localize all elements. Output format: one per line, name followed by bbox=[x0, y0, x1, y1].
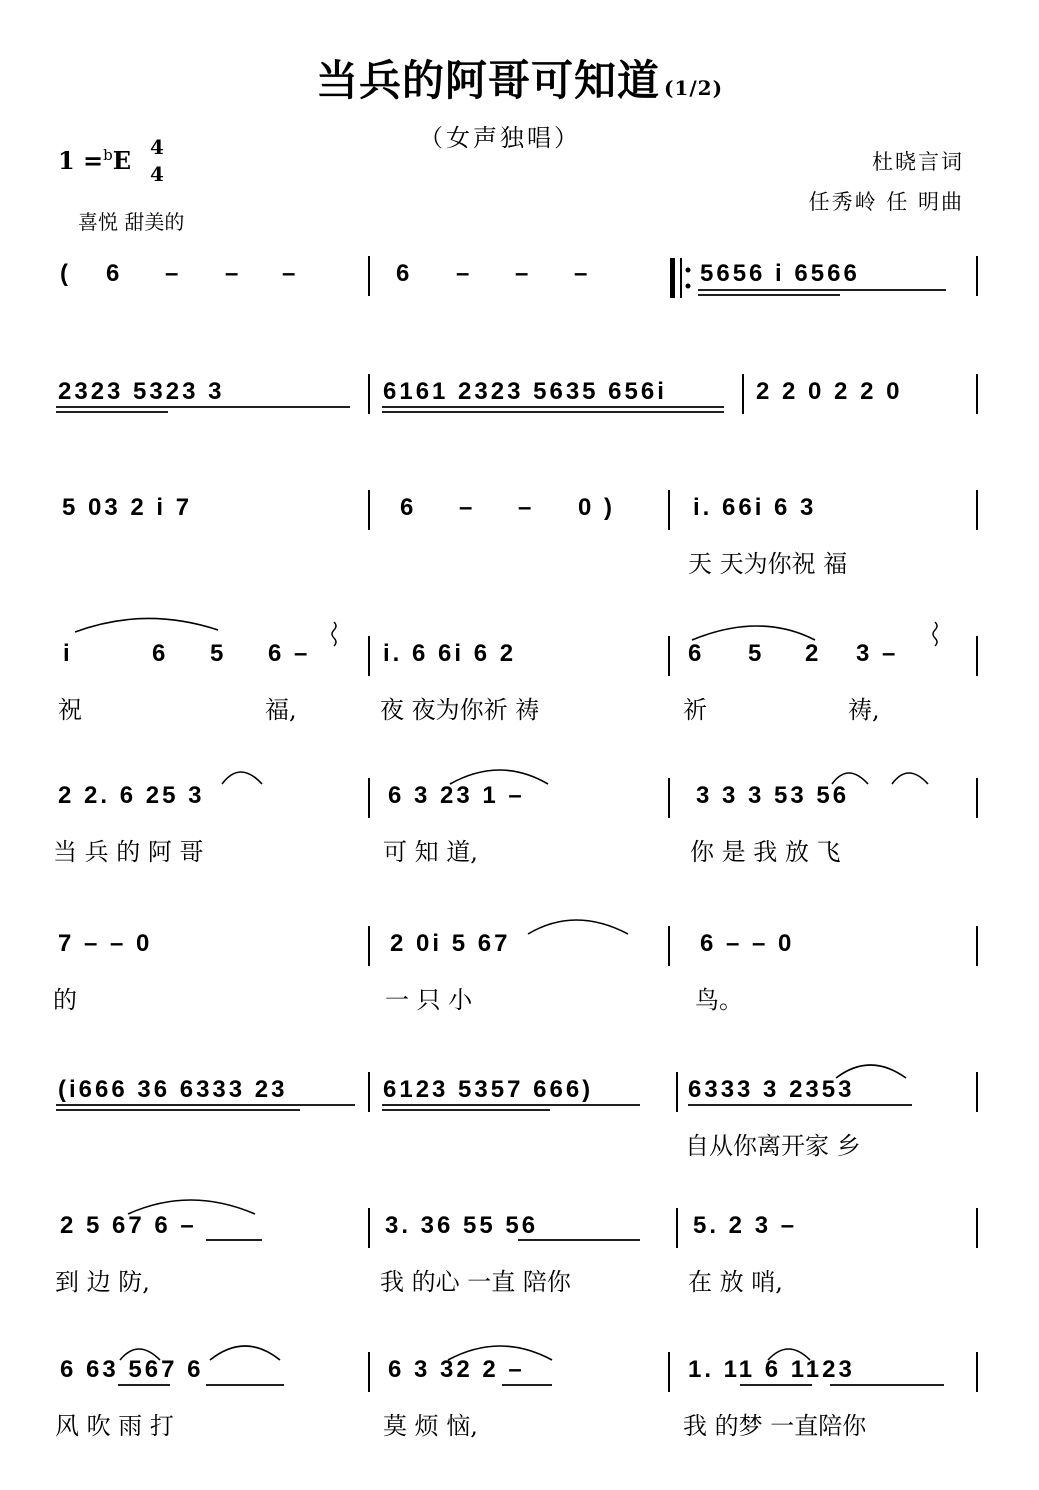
lyric-text: 莫 烦 恼, bbox=[383, 1412, 478, 1440]
lyric-line bbox=[0, 1406, 1039, 1440]
lyric-text: 到 边 防, bbox=[55, 1268, 150, 1296]
lyric-text: 我 的梦 一直陪你 bbox=[683, 1412, 867, 1440]
bar-line bbox=[668, 1352, 670, 1392]
jianpu-notes: 2 2 0 2 2 0 bbox=[756, 378, 903, 405]
jianpu-notes: – bbox=[165, 260, 182, 287]
bar-line bbox=[976, 490, 978, 530]
jianpu-notes: 2323 5323 3 bbox=[58, 378, 225, 405]
jianpu-notes: 3. 36 55 56 bbox=[385, 1212, 539, 1239]
notation-line bbox=[0, 378, 1039, 418]
lyric-line bbox=[0, 544, 1039, 578]
lyric-text: 你 是 我 放 飞 bbox=[690, 838, 841, 866]
bar-line bbox=[668, 778, 670, 818]
jianpu-notes: 5 03 2 i 7 bbox=[62, 494, 193, 521]
jianpu-notes: i. 6 6i 6 2 bbox=[383, 640, 517, 667]
jianpu-notes: 6161 2323 5635 656i bbox=[383, 378, 667, 405]
jianpu-notes: 5. 2 3 – bbox=[693, 1212, 798, 1239]
song-title bbox=[0, 48, 1039, 108]
lyric-text: 鸟。 bbox=[695, 986, 743, 1014]
time-denominator: 4 bbox=[150, 162, 164, 186]
time-numerator: 4 bbox=[150, 135, 164, 159]
lyric-text: 当 兵 的 阿 哥 bbox=[53, 838, 204, 866]
notation-line bbox=[0, 640, 1039, 680]
lyric-text: 自从你离开家 乡 bbox=[685, 1132, 861, 1160]
jianpu-notes: – bbox=[225, 260, 242, 287]
notation-line bbox=[0, 930, 1039, 970]
jianpu-notes: – bbox=[515, 260, 532, 287]
bar-line bbox=[368, 1208, 370, 1248]
tempo-marking: 喜悦 甜美的 bbox=[78, 210, 185, 234]
key-signature bbox=[58, 146, 131, 175]
notation-line bbox=[0, 494, 1039, 534]
jianpu-notes: (i666 36 6333 23 bbox=[58, 1076, 288, 1103]
notation-line bbox=[0, 782, 1039, 822]
jianpu-notes: 6333 3 2353 bbox=[688, 1076, 855, 1103]
notation-line bbox=[0, 1356, 1039, 1396]
lyric-text: 祝 bbox=[58, 696, 82, 724]
bar-line bbox=[368, 374, 370, 414]
bar-line bbox=[676, 1208, 678, 1248]
bar-line bbox=[368, 490, 370, 530]
bar-line bbox=[668, 490, 670, 530]
jianpu-notes: – bbox=[282, 260, 299, 287]
jianpu-notes: 5 bbox=[210, 640, 227, 667]
jianpu-notes: 6 bbox=[400, 494, 417, 521]
jianpu-notes: 6 bbox=[688, 640, 705, 667]
bar-line bbox=[676, 1072, 678, 1112]
jianpu-notes: 3 – bbox=[856, 640, 899, 667]
jianpu-notes: – bbox=[574, 260, 591, 287]
lyric-line bbox=[0, 1262, 1039, 1296]
notation-line bbox=[0, 1076, 1039, 1116]
jianpu-notes: 6 3 32 2 – bbox=[388, 1356, 525, 1383]
key-letter: E bbox=[112, 146, 132, 175]
lyric-text: 在 放 哨, bbox=[688, 1268, 783, 1296]
notation-line bbox=[0, 260, 1039, 300]
key-flat: b bbox=[103, 146, 113, 164]
bar-line bbox=[368, 1072, 370, 1112]
jianpu-notes: 6 bbox=[396, 260, 413, 287]
jianpu-notes: 6 3 23 1 – bbox=[388, 782, 525, 809]
lyric-text: 我 的心 一直 陪你 bbox=[380, 1268, 571, 1296]
bar-line bbox=[368, 926, 370, 966]
jianpu-notes: 6 – – 0 bbox=[700, 930, 795, 957]
jianpu-notes: 2 0i 5 67 bbox=[390, 930, 511, 957]
lyric-line bbox=[0, 1126, 1039, 1160]
notation-line bbox=[0, 1212, 1039, 1252]
lyric-text: 的 bbox=[53, 986, 77, 1014]
jianpu-notes: 3 3 3 53 56 bbox=[696, 782, 850, 809]
bar-line bbox=[976, 256, 978, 296]
jianpu-notes: 1. 11 6 1123 bbox=[688, 1356, 855, 1383]
jianpu-notes: 2 5 67 6 – bbox=[60, 1212, 197, 1239]
jianpu-notes: 5656 i 6566 bbox=[700, 260, 860, 287]
lyric-line bbox=[0, 690, 1039, 724]
lyric-text: 风 吹 雨 打 bbox=[55, 1412, 174, 1440]
bar-line bbox=[976, 1072, 978, 1112]
bar-line bbox=[668, 636, 670, 676]
bar-line bbox=[976, 1352, 978, 1392]
bar-line bbox=[976, 636, 978, 676]
time-signature bbox=[150, 134, 164, 188]
lyric-line bbox=[0, 980, 1039, 1014]
jianpu-notes: ( bbox=[60, 260, 71, 287]
composer-credit: 任秀岭 任 明曲 bbox=[808, 190, 964, 214]
lyric-text: 祷, bbox=[848, 696, 880, 724]
lyric-text: 可 知 道, bbox=[383, 838, 478, 866]
title-text: 当兵的阿哥可知道 bbox=[315, 56, 660, 105]
jianpu-notes: 6 bbox=[106, 260, 123, 287]
bar-line bbox=[368, 778, 370, 818]
jianpu-notes: i bbox=[63, 640, 73, 667]
lyric-text: 福, bbox=[265, 696, 297, 724]
lyric-text: 一 只 小 bbox=[385, 986, 473, 1014]
page-indicator: (1/2) bbox=[663, 76, 724, 100]
lyric-text: 祈 bbox=[683, 696, 707, 724]
key-prefix: 1 = bbox=[58, 146, 104, 175]
jianpu-notes: – bbox=[459, 494, 476, 521]
jianpu-notes: 2 bbox=[805, 640, 822, 667]
bar-line bbox=[368, 1352, 370, 1392]
bar-line bbox=[976, 926, 978, 966]
bar-line bbox=[368, 636, 370, 676]
lyricist-credit: 杜晓言词 bbox=[872, 150, 964, 174]
lyric-text: 天 天为你祝 福 bbox=[688, 550, 848, 578]
jianpu-notes: 6 – bbox=[268, 640, 311, 667]
jianpu-notes: 0 ) bbox=[578, 494, 616, 521]
lyric-text: 夜 夜为你祈 祷 bbox=[380, 696, 540, 724]
jianpu-notes: 7 – – 0 bbox=[58, 930, 153, 957]
bar-line bbox=[976, 778, 978, 818]
bar-line bbox=[976, 374, 978, 414]
jianpu-notes: 6 bbox=[152, 640, 169, 667]
jianpu-notes: 6 63 567 6 bbox=[60, 1356, 204, 1383]
lyric-line bbox=[0, 832, 1039, 866]
jianpu-notes: 5 bbox=[748, 640, 765, 667]
jianpu-notes: – bbox=[518, 494, 535, 521]
bar-line bbox=[742, 374, 744, 414]
jianpu-notes: 6123 5357 666) bbox=[383, 1076, 594, 1103]
bar-line bbox=[976, 1208, 978, 1248]
bar-line bbox=[368, 256, 370, 296]
bar-line bbox=[668, 926, 670, 966]
performance-type: （女声独唱） bbox=[419, 124, 581, 152]
jianpu-notes: – bbox=[456, 260, 473, 287]
jianpu-notes: i. 66i 6 3 bbox=[693, 494, 817, 521]
jianpu-notes: 2 2. 6 25 3 bbox=[58, 782, 205, 809]
